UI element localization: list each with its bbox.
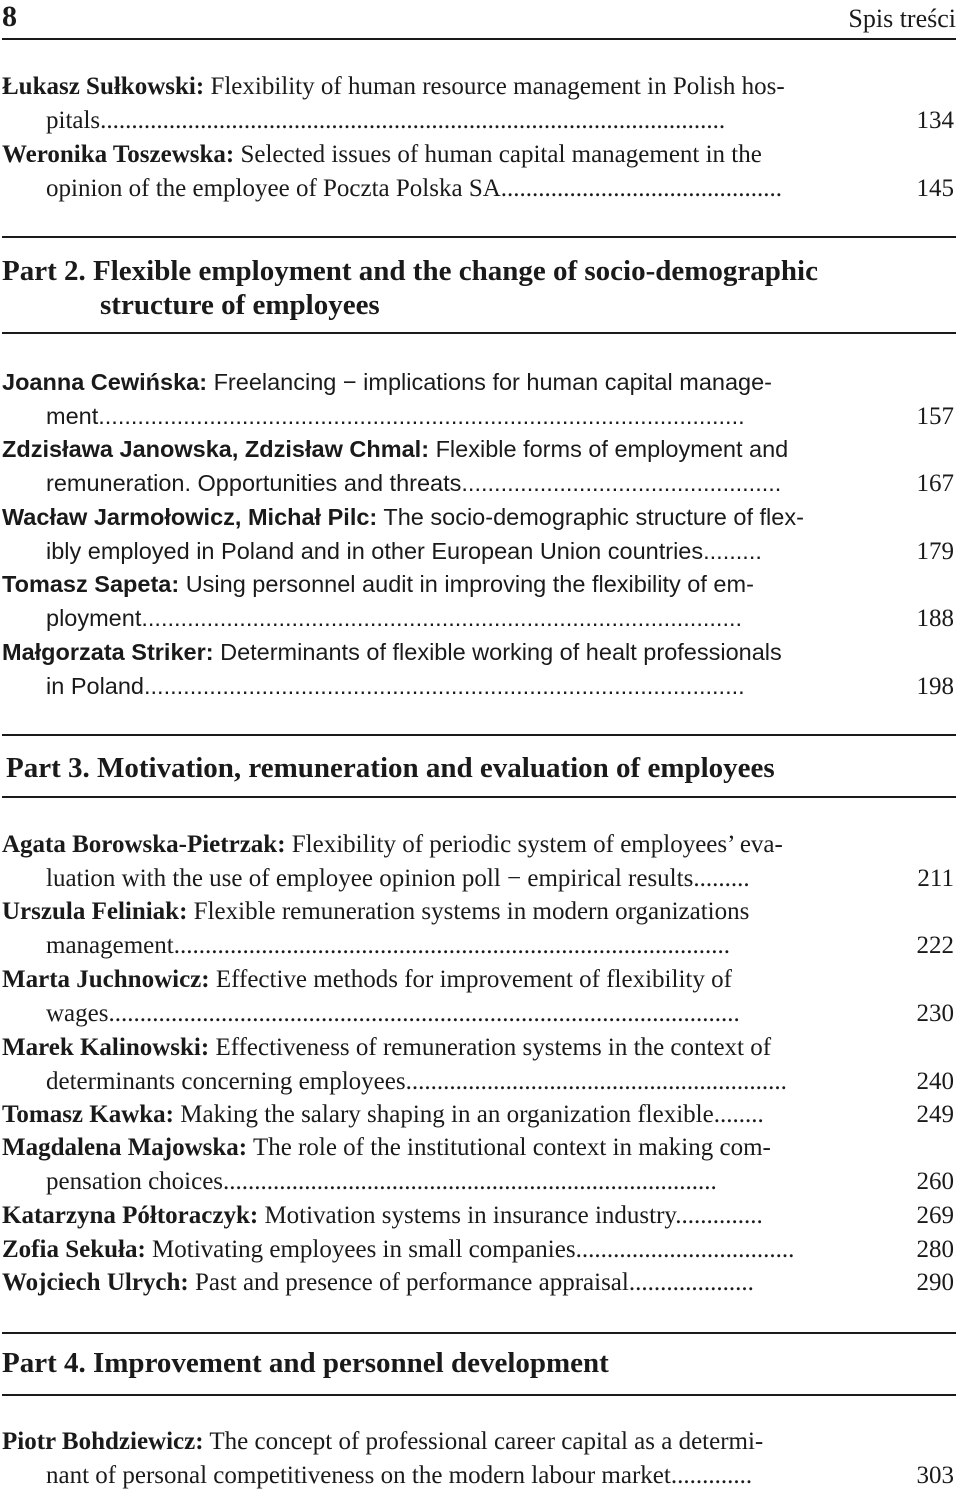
- section-rule: [2, 332, 956, 334]
- entry-title: The socio-demographic structure of flex-: [377, 504, 804, 530]
- leader-dots: .............................................................: [405, 1067, 787, 1095]
- toc-entry[interactable]: [2, 1031, 956, 1098]
- toc-entry[interactable]: [2, 138, 956, 205]
- leader-dots: .........: [703, 537, 762, 564]
- entry-title: Freelancing − implications for human capital manage-: [207, 369, 772, 395]
- leader-dots: .........................................................................................: [173, 931, 730, 959]
- entry-page-number: 303: [916, 1461, 954, 1489]
- leader-dots: ...................................: [575, 1236, 795, 1263]
- leader-dots: ...................................................................................................: [98, 402, 745, 429]
- leader-dots: ..............: [675, 1202, 763, 1229]
- entry-title-cont: remuneration. Opportunities and threats: [46, 469, 462, 496]
- entry-title: Effectiveness of remuneration systems in the context of: [209, 1034, 772, 1061]
- entry-page-number: 249: [916, 1101, 954, 1128]
- entry-title: Flexible forms of employment and: [429, 436, 789, 462]
- section-rule: [2, 734, 956, 736]
- entry-author: Katarzyna Półtoraczyk:: [2, 1202, 259, 1229]
- entry-page-number: 222: [916, 931, 954, 959]
- entry-page-number: 230: [916, 999, 954, 1027]
- entry-author: Łukasz Sułkowski:: [2, 73, 205, 100]
- entry-page-number: 198: [916, 672, 954, 700]
- entry-title-cont: determinants concerning employees: [46, 1067, 406, 1095]
- section-rule: [2, 236, 956, 238]
- leader-dots: .................................................: [461, 469, 782, 496]
- leader-dots: ............................................................................................: [144, 672, 745, 699]
- entry-author: Wacław Jarmołowicz, Michał Pilc:: [2, 504, 378, 530]
- entry-title: Flexibility of human resource management in Polish hos-: [204, 73, 785, 100]
- entry-title-cont: in Poland: [46, 672, 144, 699]
- leader-dots: .............................................: [500, 174, 783, 202]
- entry-title-cont: management: [46, 931, 174, 959]
- toc-entry[interactable]: [2, 828, 956, 895]
- entry-page-number: 280: [916, 1236, 954, 1263]
- entry-title: Selected issues of human capital management in the: [234, 141, 762, 168]
- header-rule: [2, 38, 956, 40]
- entry-title: Flexibility of periodic system of employees’ eva-: [285, 831, 783, 858]
- entry-title: Effective methods for improvement of flexibility of: [209, 966, 732, 993]
- part-heading-line: Part 4. Improvement and personnel development: [2, 1347, 609, 1379]
- entry-author: Małgorzata Striker:: [2, 639, 214, 665]
- entry-title-cont: pitals: [46, 106, 101, 134]
- entry-author: Agata Borowska-Pietrzak:: [2, 831, 286, 858]
- entry-title: Past and presence of performance appraisal: [188, 1269, 629, 1296]
- entry-title: Determinants of flexible working of healt professionals: [213, 639, 782, 665]
- entry-author: Urszula Feliniak:: [2, 898, 188, 925]
- entry-page-number: 269: [916, 1202, 954, 1229]
- leader-dots: .....................................................................................................: [108, 999, 740, 1027]
- toc-entry[interactable]: [2, 366, 956, 433]
- leader-dots: .............: [670, 1461, 753, 1489]
- entry-author: Weronika Toszewska:: [2, 141, 235, 168]
- entry-title: The role of the institutional context in making com-: [247, 1134, 771, 1161]
- entry-author: Joanna Cewińska:: [2, 369, 208, 395]
- entry-title-cont: ployment: [46, 604, 142, 631]
- entry-author: Tomasz Kawka:: [2, 1101, 175, 1128]
- entry-title-cont: ibly employed in Poland and in other European Union countries: [46, 537, 704, 564]
- part-heading-line: Part 2. Flexible employment and the change of socio-demographic: [2, 255, 818, 287]
- entry-author: Zdzisława Janowska, Zdzisław Chmal:: [2, 436, 430, 462]
- toc-entry[interactable]: [2, 1233, 956, 1267]
- entry-author: Marek Kalinowski:: [2, 1034, 210, 1061]
- entry-page-number: 188: [916, 604, 954, 632]
- entry-title: Motivating employees in small companies: [145, 1236, 576, 1263]
- part-heading: [2, 1346, 902, 1380]
- entry-title-cont: luation with the use of employee opinion poll − empirical results: [46, 864, 694, 892]
- entry-title: The concept of professional career capital as a determi-: [203, 1428, 764, 1455]
- entry-author: Wojciech Ulrych:: [2, 1269, 189, 1296]
- entry-page-number: 240: [916, 1067, 954, 1095]
- entry-author: Zofia Sekuła:: [2, 1236, 146, 1263]
- leader-dots: ....................................................................................................: [100, 106, 726, 134]
- leader-dots: ...............................................................................: [223, 1167, 717, 1195]
- entry-page-number: 290: [916, 1269, 954, 1296]
- toc-entry[interactable]: [2, 895, 956, 962]
- entry-page-number: 134: [916, 106, 954, 134]
- toc-entry[interactable]: [2, 1266, 956, 1300]
- entry-title: Motivation systems in insurance industry: [258, 1202, 676, 1229]
- toc-entry[interactable]: [2, 1098, 956, 1132]
- entry-title: Making the salary shaping in an organization flexible: [174, 1101, 714, 1128]
- entry-page-number: 167: [916, 469, 954, 497]
- entry-page-number: 145: [916, 174, 954, 202]
- toc-entry[interactable]: [2, 433, 956, 500]
- entry-title: Flexible remuneration systems in modern organizations: [187, 898, 750, 925]
- toc-entry[interactable]: [2, 1199, 956, 1233]
- entry-title-cont: wages: [46, 999, 109, 1027]
- entry-title-cont: nant of personal competitiveness on the modern labour market: [46, 1461, 671, 1489]
- toc-entry[interactable]: [2, 1131, 956, 1198]
- leader-dots: ....................: [628, 1269, 754, 1296]
- leader-dots: .........: [693, 864, 750, 892]
- part-heading: [2, 254, 902, 322]
- entry-title-cont: opinion of the employee of Poczta Polska SA: [46, 174, 501, 202]
- page-number: 8: [2, 0, 17, 33]
- toc-entry[interactable]: [2, 963, 956, 1030]
- section-rule: [2, 1394, 956, 1396]
- entry-title-cont: ment: [46, 402, 99, 429]
- entry-author: Tomasz Sapeta:: [2, 571, 180, 597]
- toc-entry[interactable]: [2, 568, 956, 635]
- part-heading-line-cont: structure of employees: [100, 289, 380, 321]
- section-rule: [2, 1332, 956, 1334]
- entry-page-number: 211: [917, 864, 954, 892]
- entry-page-number: 157: [916, 402, 954, 430]
- entry-author: Piotr Bohdziewicz:: [2, 1428, 204, 1455]
- entry-page-number: 260: [916, 1167, 954, 1195]
- toc-entry[interactable]: [2, 636, 956, 703]
- toc-entry[interactable]: [2, 70, 956, 137]
- entry-author: Marta Juchnowicz:: [2, 966, 210, 993]
- entry-title-cont: pensation choices: [46, 1167, 224, 1195]
- entry-author: Magdalena Majowska:: [2, 1134, 248, 1161]
- entry-title: Using personnel audit in improving the flexibility of em-: [179, 571, 754, 597]
- leader-dots: ............................................................................................: [141, 604, 743, 631]
- part-heading: [6, 751, 906, 785]
- running-head: Spis treści: [848, 4, 956, 33]
- part-heading-line: Part 3. Motivation, remuneration and evaluation of employees: [6, 752, 775, 784]
- section-rule: [2, 796, 956, 798]
- entry-page-number: 179: [916, 537, 954, 565]
- toc-entry[interactable]: [2, 1425, 956, 1492]
- leader-dots: ........: [713, 1101, 764, 1128]
- toc-entry[interactable]: [2, 501, 956, 568]
